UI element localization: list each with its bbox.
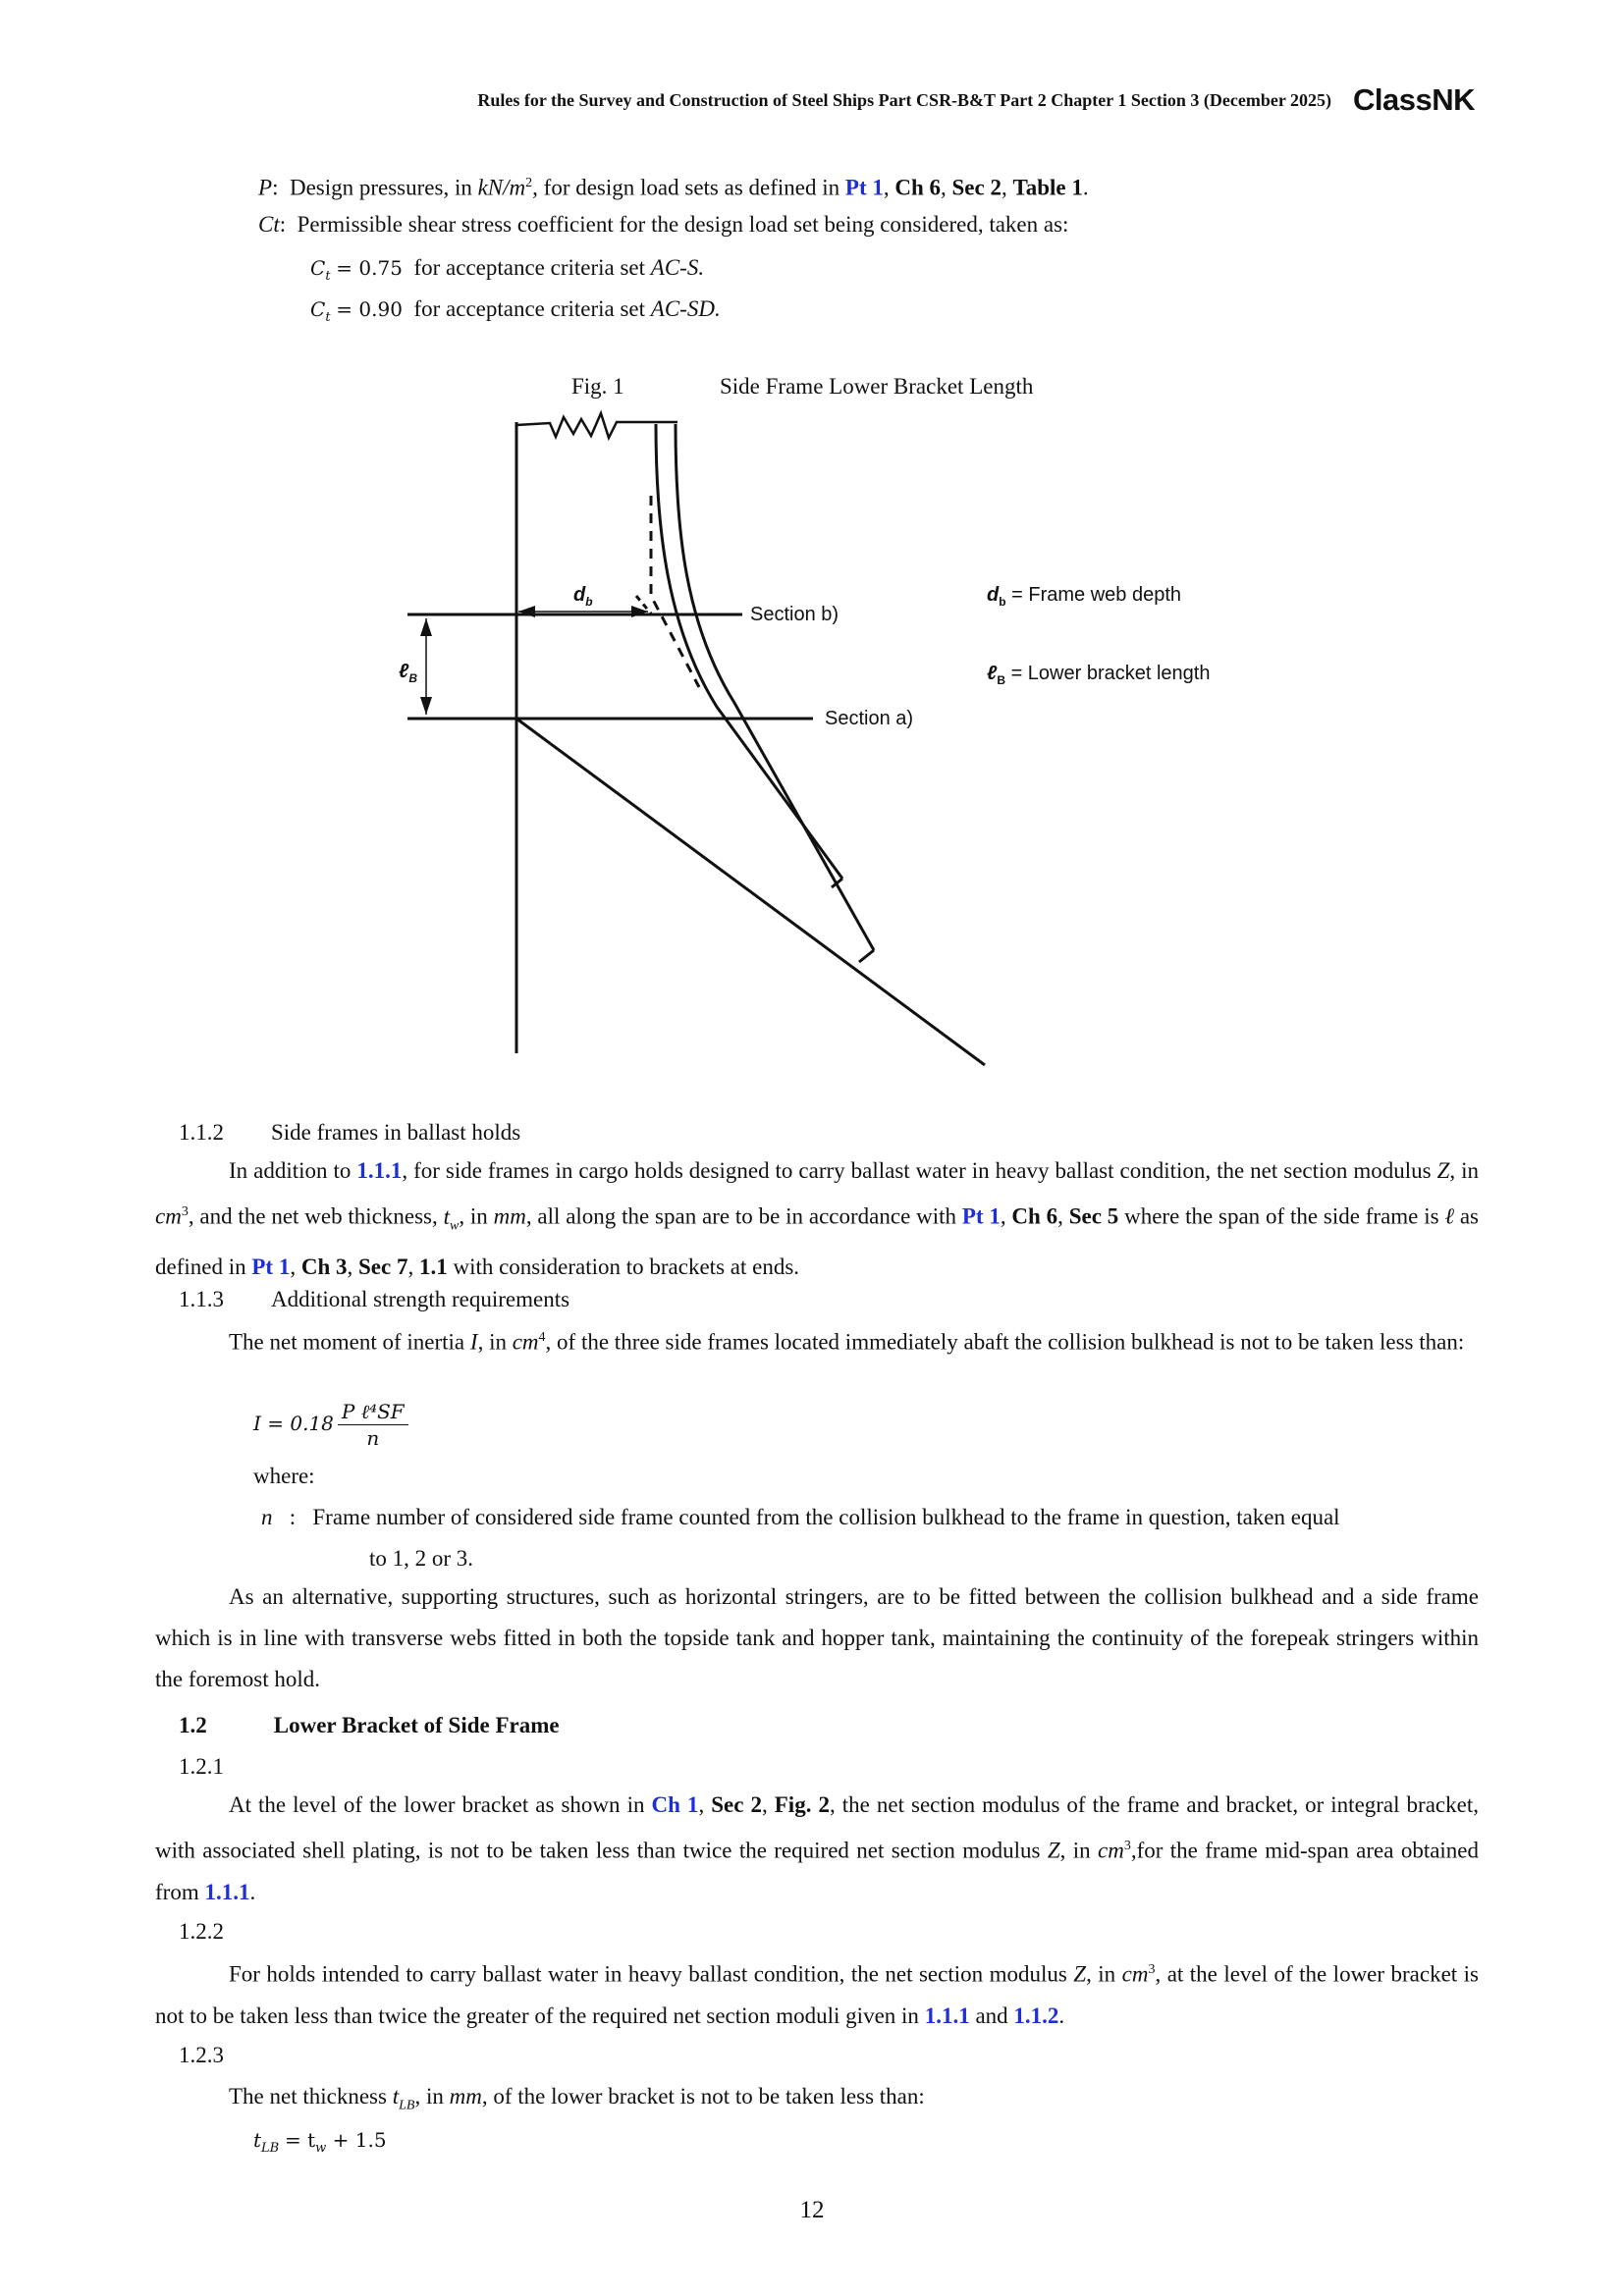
- legend-lb: ℓ$_B$ = Lower bracket length: [987, 663, 1211, 687]
- section-1-1-2-body: In addition to 1.1.1, for side frames in cargo holds designed to carry ballast water in heavy ballast condition, the net section modulus Z, in $cm^3$, and the net web thickness, $t_w$, in mm, all along the span are to be in accordance with Pt 1, Ch 6, Sec 5 where the span of the side frame is ℓ as defined in Pt 1, Ch 3, Sec 7, 1.1 with consideration to brackets at ends.: [155, 1158, 1480, 1280]
- ct-formula-2: $C_t = 0.90$ for acceptance criteria set AC-SD.: [310, 296, 721, 325]
- section-1-2-1-body: At the level of the lower bracket as shown in Ch 1, Sec 2, Fig. 2, the net section modulus of the frame and bracket, or integral bracket, with associated shell plating, is not to be taken less than twice the required net section modulus Z, in $cm^3,for$ the frame mid-span area obtained from 1.1.1.: [155, 1792, 1480, 1904]
- legend-db: $d_b$ = Frame web depth: [987, 584, 1181, 609]
- link-1-1-1[interactable]: 1.1.1: [204, 1879, 250, 1904]
- flange-end-2: [859, 950, 874, 962]
- section-1-2-2-body: For holds intended to carry ballast water in heavy ballast condition, the net section modulus Z, in $cm^3$, at the level of the lower bracket is not to be taken less than twice the greater of the required net section moduli given in 1.1.1 and 1.1.2.: [155, 1961, 1480, 2028]
- figure-title: Side Frame Lower Bracket Length: [720, 374, 1034, 399]
- db-label: $d_b$: [573, 584, 593, 609]
- definition-ct: Ct: Permissible shear stress coefficient for the design load set being considered, taken as:: [258, 212, 1069, 237]
- thickness-formula: $t_{LB} = t_w + 1.5$: [253, 2128, 387, 2156]
- section-1-2-3-number: 1.2.3: [179, 2043, 224, 2067]
- link-pt1[interactable]: Pt 1: [251, 1255, 291, 1280]
- section-b-label: Section b): [750, 604, 839, 625]
- definition-p: P: Design pressures, in $kN/m^2$, for design load sets as defined in Pt 1, Ch 6, Sec 2, Table 1.: [258, 175, 1089, 200]
- section-1-2-3-body: The net thickness $t_{LB}$, in mm, of the lower bracket is not to be taken less than:: [229, 2084, 925, 2113]
- link-pt1[interactable]: Pt 1: [961, 1203, 1001, 1229]
- top-break-line: [516, 413, 677, 438]
- section-1-1-3-body: The net moment of inertia I, in $cm^4$, of the three side frames located immediately abaft the collision bulkhead is not to be taken less than:: [229, 1329, 1465, 1355]
- link-ch1[interactable]: Ch 1: [651, 1792, 699, 1817]
- section-1-1-3-heading: 1.1.3 Additional strength requirements: [179, 1287, 570, 1311]
- n-definition-cont: to 1, 2 or 3.: [369, 1546, 474, 1571]
- section-1-2-1-number: 1.2.1: [179, 1754, 224, 1779]
- section-a-label: Section a): [825, 708, 914, 729]
- inertia-formula: I = 0.18 $\frac{\text{P ℓ⁴SF}}{n}$: [253, 1399, 408, 1451]
- where-label: where:: [253, 1464, 315, 1488]
- alternative-paragraph: As an alternative, supporting structures, such as horizontal stringers, are to be fitted between the collision bulkhead and a side frame which is in line with transverse webs fitted in both the topside tank and hopper tank, maintaining the continuity of the forepeak stringers within the foremost hold.: [155, 1584, 1479, 1691]
- lb-arrow-up-icon: [420, 618, 432, 636]
- link-1-1-2[interactable]: 1.1.2: [1013, 2002, 1059, 2028]
- link-1-1-1[interactable]: 1.1.1: [924, 2002, 970, 2028]
- bracket-diagonal: [516, 719, 985, 1065]
- link-1-1-1[interactable]: 1.1.1: [356, 1158, 403, 1183]
- ct-formula-1: $C_t = 0.75$ for acceptance criteria set AC-S.: [310, 255, 705, 284]
- page-number: 12: [799, 2197, 825, 2223]
- link-pt1[interactable]: Pt 1: [844, 175, 884, 200]
- n-definition: n : Frame number of considered side frame counted from the collision bulkhead to the frame in question, taken equal: [261, 1505, 1340, 1529]
- lb-label: ℓ$_B$: [399, 661, 417, 685]
- lb-arrow-down-icon: [420, 697, 432, 715]
- classnk-logo: ClassNK: [1353, 82, 1475, 117]
- figure-label: Fig. 1: [571, 374, 624, 399]
- header-title: Rules for the Survey and Construction of Steel Ships Part CSR-B&T Part 2 Chapter 1 Section 3 (December 2025): [477, 89, 1331, 110]
- section-1-2-heading: 1.2 Lower Bracket of Side Frame: [179, 1713, 560, 1737]
- section-1-1-2-heading: 1.1.2 Side frames in ballast holds: [179, 1120, 521, 1145]
- frame-inner-flange: [656, 424, 842, 879]
- section-1-2-2-number: 1.2.2: [179, 1919, 224, 1944]
